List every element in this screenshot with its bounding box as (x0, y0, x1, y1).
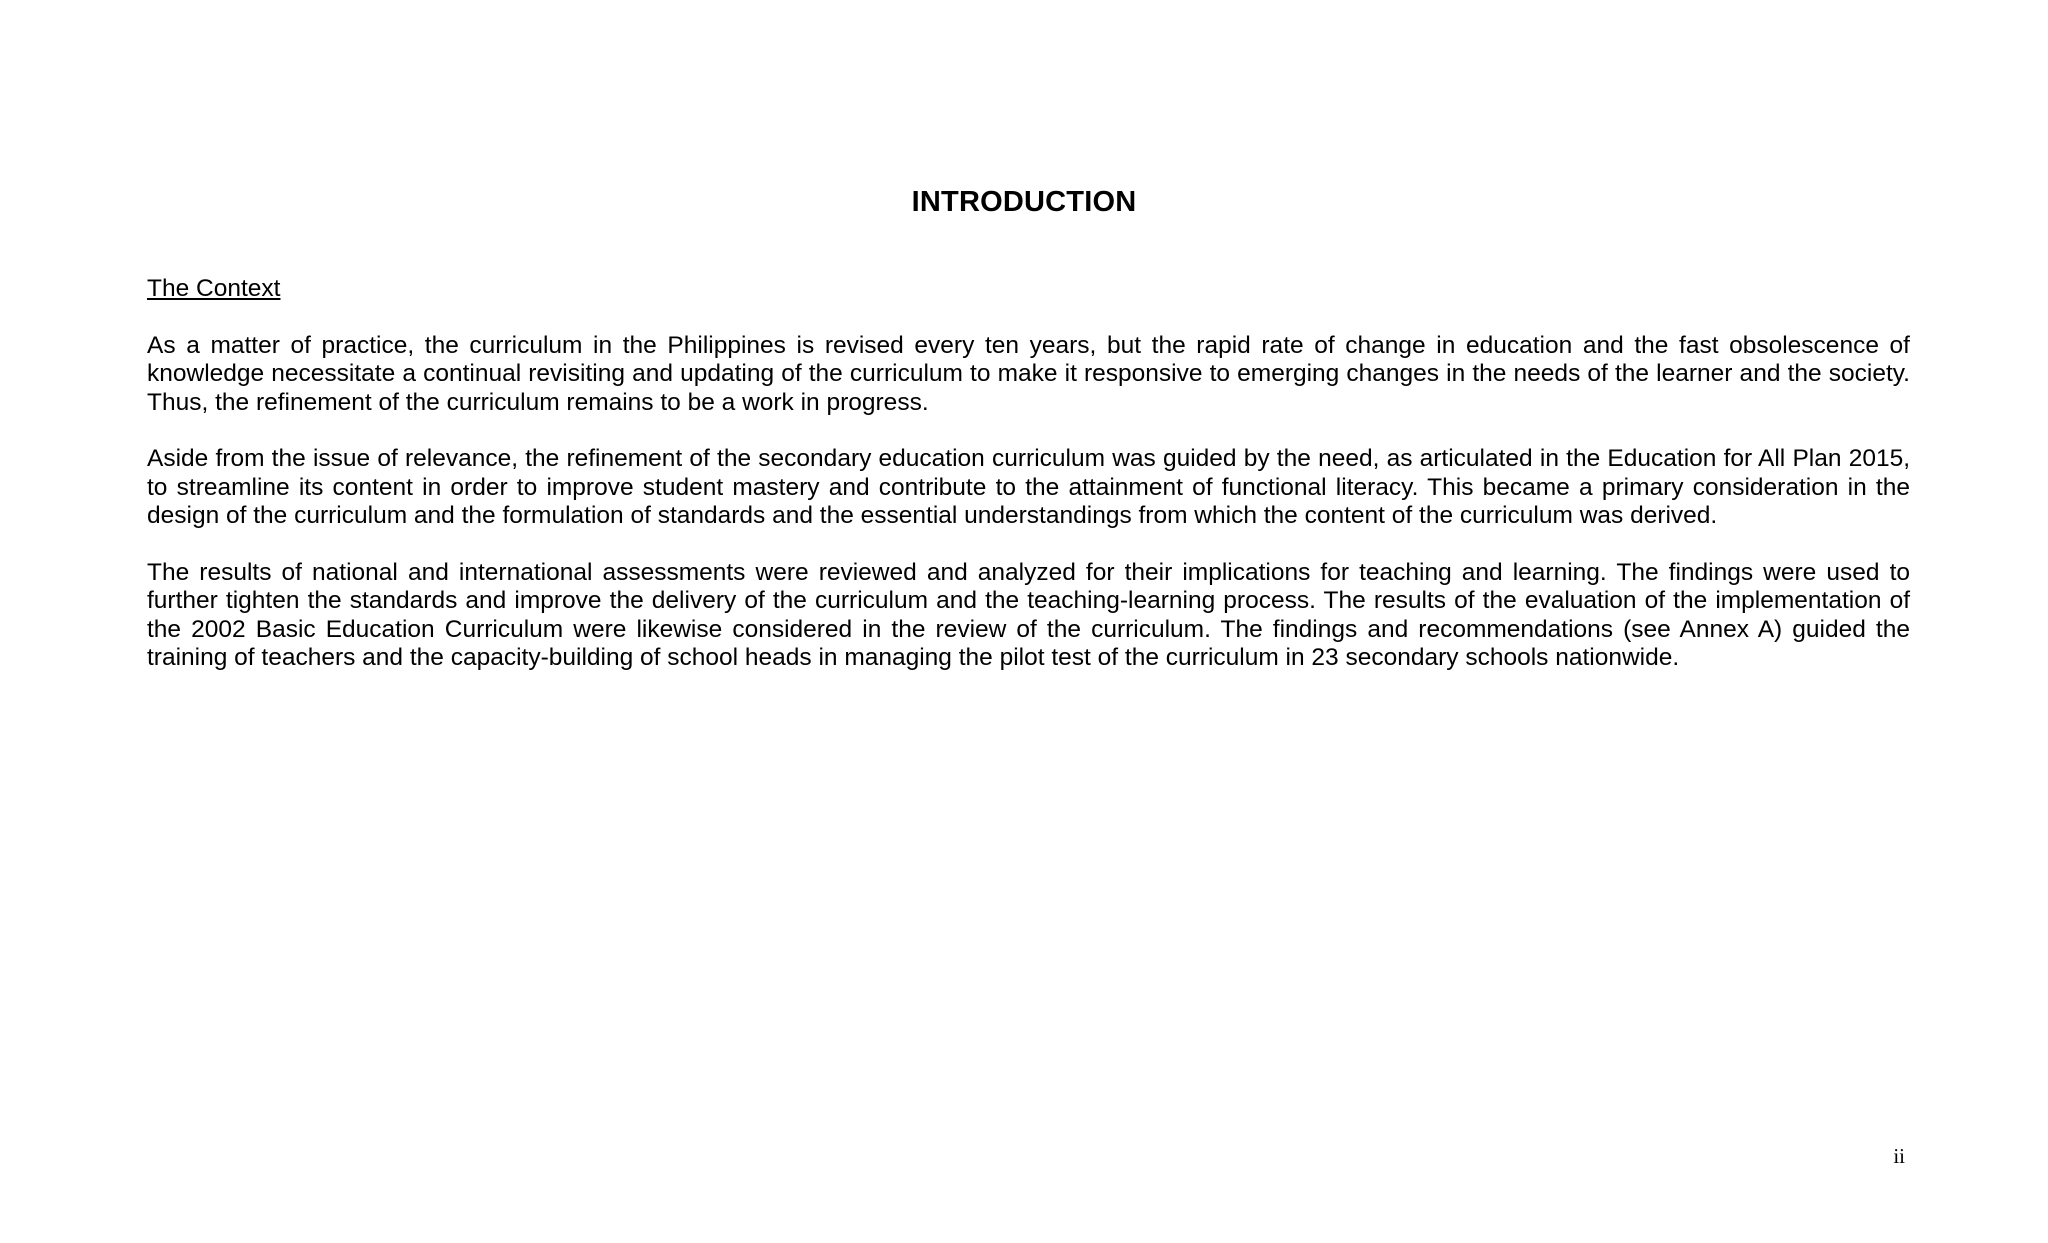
section-heading: The Context (147, 275, 281, 302)
paragraph-3: The results of national and international assessments were reviewed and analyzed for their implications for teaching and learning. The findings were used to further tighten the standards and improve the delivery of the curriculum and the teaching-learning process. The results of the evaluation of the implementation of the 2002 Basic Education Curriculum were likewise considered in the review of the curriculum. The findings and recommendations (see Annex A) guided the training of teachers and the capacity-building of school heads in managing the pilot test of the curriculum in 23 secondary schools nationwide. (147, 558, 1910, 671)
page-number: ii (1893, 1144, 1905, 1168)
paragraph-1: As a matter of practice, the curriculum in the Philippines is revised every ten years, but the rapid rate of change in education and the fast obsolescence of knowledge necessitate a continual revisiting and updating of the curriculum to make it responsive to emerging changes in the needs of the learner and the society. Thus, the refinement of the curriculum remains to be a work in progress. (147, 331, 1910, 416)
page-title: INTRODUCTION (911, 186, 1137, 218)
document-body (147, 275, 1910, 701)
paragraph-2: Aside from the issue of relevance, the refinement of the secondary education curriculum was guided by the need, as articulated in the Education for All Plan 2015, to streamline its content in order to improve student mastery and contribute to the attainment of functional literacy. This became a primary consideration in the design of the curriculum and the formulation of standards and the essential understandings from which the content of the curriculum was derived. (147, 445, 1910, 529)
